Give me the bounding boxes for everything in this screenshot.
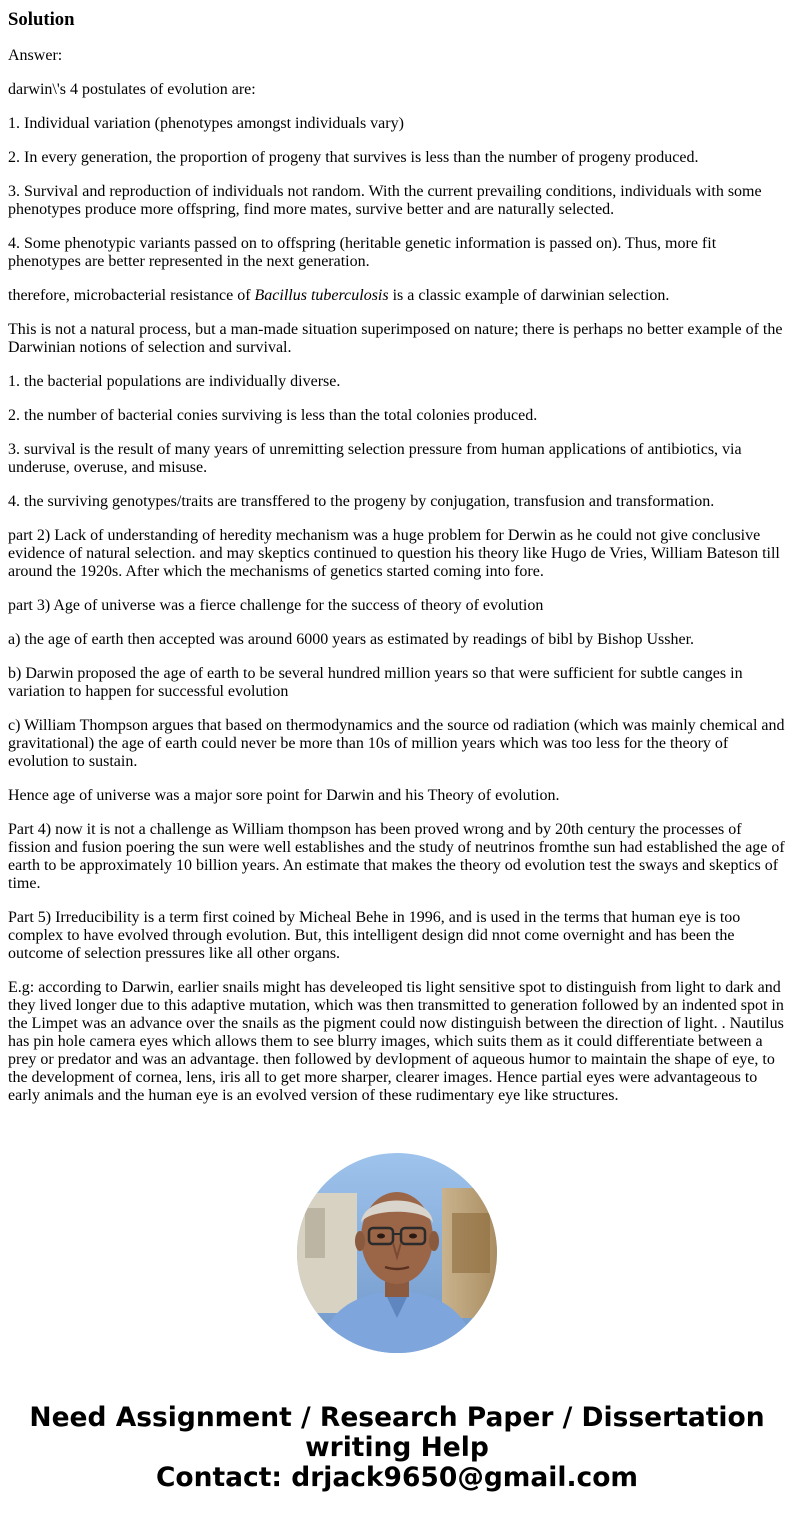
footer-contact-email: Contact: drjack9650@gmail.com xyxy=(155,1462,639,1493)
part-3-conclusion: Hence age of universe was a major sore point for Darwin and his Theory of evolution. xyxy=(8,787,560,804)
solution-content xyxy=(8,0,786,1105)
natural-process-paragraph: This is not a natural process, but a man-made situation superimposed on nature; there is perhaps no better example of the Darwinian notions of selection and survival. xyxy=(8,321,783,356)
page-title: Solution xyxy=(8,9,75,30)
postulate-2: 2. In every generation, the proportion of progeny that survives is less than the number of progeny produced. xyxy=(8,149,699,166)
author-photo xyxy=(297,1153,497,1353)
answer-label: Answer: xyxy=(8,47,63,64)
part-3-point-a: a) the age of earth then accepted was around 6000 years as estimated by readings of bibl by Bishop Ussher. xyxy=(8,631,695,648)
example-paragraph: E.g: according to Darwin, earlier snails might has develeoped tis light sensitive spot to distinguish from light to dark and they lived longer due to this adaptive mutation, which was then transmitted to generation followed by an indented spot in the Limpet was an advance over the snails as the pigment could now distinguish between the direction of light. . Nautilus has pin hole camera eyes which allows them to see blurry images, which suits them as it could differentiate between a prey or predator and was an advantage. then followed by devlopment of aqueous humor to maintain the shape of eye, to the development of cornea, lens, iris all to get more sharper, clearer images. Hence partial eyes were advantageous to early animals and the human eye is an evolved version of these rudimentary eye like structures. xyxy=(8,979,784,1104)
postulate-3: 3. Survival and reproduction of individuals not random. With the current prevailing conditions, individuals with some phenotypes produce more offspring, find more mates, survive better and are naturally selected. xyxy=(8,183,762,218)
part-5-paragraph: Part 5) Irreducibility is a term first coined by Micheal Behe in 1996, and is used in the terms that human eye is too complex to have evolved through evolution. But, this intelligent design did nnot come overnight and has been the outcome of selection pressures like all other organs. xyxy=(8,909,741,962)
bacterial-point-1: 1. the bacterial populations are individually diverse. xyxy=(8,373,341,390)
postulate-1: 1. Individual variation (phenotypes amongst individuals vary) xyxy=(8,115,404,132)
bacterial-point-4: 4. the surviving genotypes/traits are transffered to the progeny by conjugation, transfusion and transformation. xyxy=(8,493,715,510)
part-3-point-c: c) William Thompson argues that based on thermodynamics and the source od radiation (which was mainly chemical and gravitational) the age of earth could never be more than 10s of million years which was too less for the theory of evolution to sustain. xyxy=(8,717,785,770)
footer-line-1: Need Assignment / Research Paper / Dissertation xyxy=(29,1402,765,1433)
footer-line-2: writing Help xyxy=(305,1432,489,1463)
intro-paragraph: darwin\'s 4 postulates of evolution are: xyxy=(8,81,256,98)
part-3-point-b: b) Darwin proposed the age of earth to be several hundred million years so that were sufficient for subtle canges in variation to happen for successful evolution xyxy=(8,665,743,700)
therefore-paragraph xyxy=(8,287,786,305)
contact-footer xyxy=(0,1403,794,1493)
postulate-4: 4. Some phenotypic variants passed on to offspring (heritable genetic information is passed on). Thus, more fit phenotypes are better represented in the next generation. xyxy=(8,235,717,270)
bacterial-point-3: 3. survival is the result of many years of unremitting selection pressure from human applications of antibiotics, via underuse, overuse, and misuse. xyxy=(8,441,742,476)
part-3-paragraph: part 3) Age of universe was a fierce challenge for the success of theory of evolution xyxy=(8,597,544,614)
part-4-paragraph: Part 4) now it is not a challenge as William thompson has been proved wrong and by 20th century the processes of fission and fusion poering the sun were well establishes and the study of neutrinos fromthe sun had established the age of earth to be approximately 10 billion years. An estimate that makes the theory od evolution test the sways and skeptics of time. xyxy=(8,821,785,892)
bacterial-point-2: 2. the number of bacterial conies surviving is less than the total colonies produced. xyxy=(8,407,538,424)
part-2-paragraph: part 2) Lack of understanding of heredity mechanism was a huge problem for Derwin as he could not give conclusive evidence of natural selection. and may skeptics continued to question his theory like Hugo de Vries, William Bateson till around the 1920s. After which the mechanisms of genetics started coming into fore. xyxy=(8,527,780,580)
therefore-text-after: is a classic example of darwinian selection. xyxy=(388,287,670,304)
therefore-text-before: therefore, microbacterial resistance of xyxy=(8,287,255,304)
species-name: Bacillus tuberculosis xyxy=(254,287,389,304)
author-portrait-image xyxy=(297,1153,497,1353)
